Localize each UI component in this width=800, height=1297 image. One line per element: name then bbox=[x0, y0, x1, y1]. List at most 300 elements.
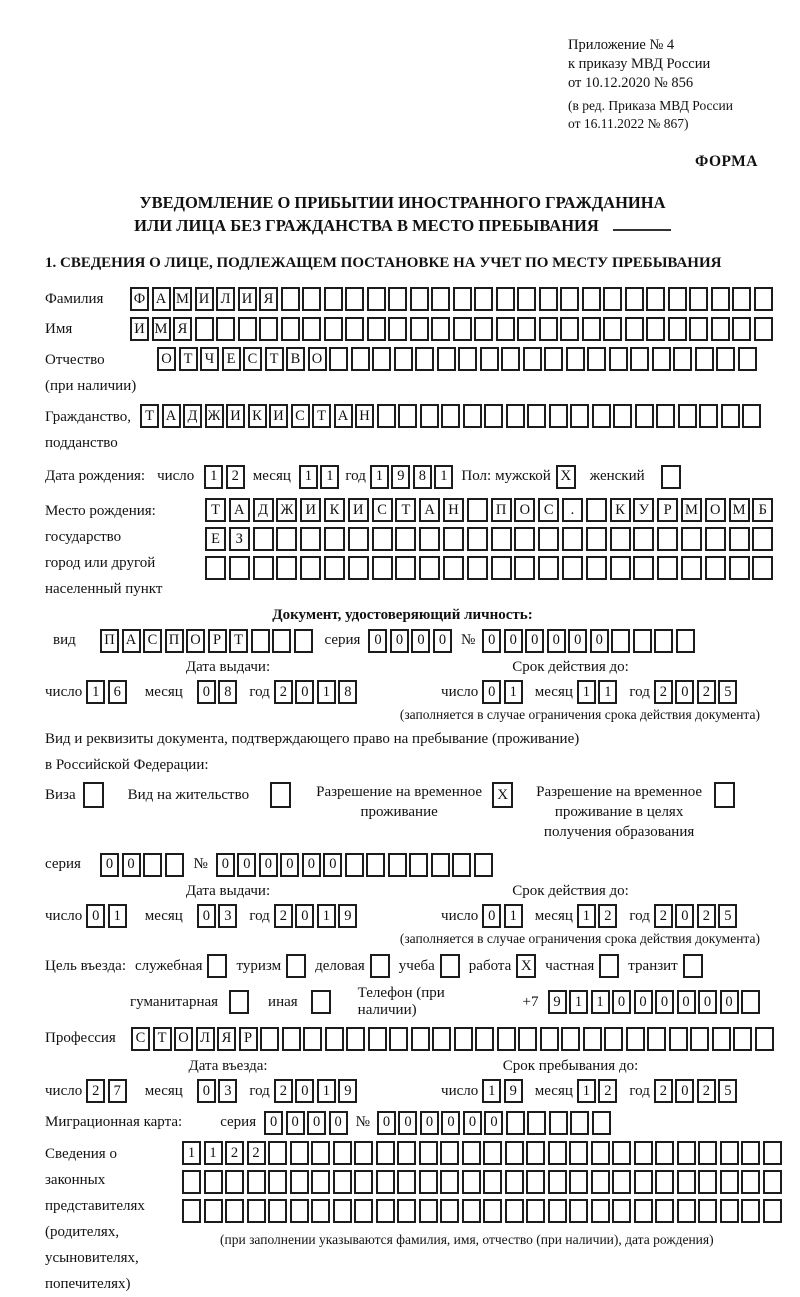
char-cell[interactable]: З bbox=[229, 527, 250, 551]
char-cell[interactable] bbox=[398, 404, 417, 428]
private-checkbox[interactable] bbox=[599, 954, 619, 978]
char-cell[interactable] bbox=[501, 347, 520, 371]
char-cell[interactable] bbox=[741, 1141, 760, 1165]
char-cell[interactable] bbox=[276, 556, 297, 580]
char-cell[interactable] bbox=[225, 1199, 244, 1223]
char-cell[interactable] bbox=[324, 527, 345, 551]
char-cell[interactable]: 0 bbox=[197, 1079, 216, 1103]
char-cell[interactable] bbox=[613, 404, 632, 428]
residence-permit-checkbox[interactable] bbox=[270, 782, 291, 808]
char-cell[interactable] bbox=[647, 1027, 666, 1051]
char-cell[interactable]: 0 bbox=[237, 853, 256, 877]
char-cell[interactable] bbox=[483, 1170, 502, 1194]
char-cell[interactable]: 0 bbox=[655, 990, 674, 1014]
char-cell[interactable] bbox=[506, 404, 525, 428]
char-cell[interactable] bbox=[517, 287, 536, 311]
char-cell[interactable] bbox=[505, 1141, 524, 1165]
char-cell[interactable]: 1 bbox=[317, 1079, 336, 1103]
char-cell[interactable] bbox=[548, 1141, 567, 1165]
char-cell[interactable] bbox=[610, 527, 631, 551]
char-cell[interactable]: Д bbox=[253, 498, 274, 522]
char-cell[interactable]: О bbox=[514, 498, 535, 522]
char-cell[interactable]: 0 bbox=[411, 629, 430, 653]
char-cell[interactable] bbox=[733, 1027, 752, 1051]
char-cell[interactable]: Ж bbox=[276, 498, 297, 522]
char-cell[interactable] bbox=[325, 1027, 344, 1051]
char-cell[interactable] bbox=[538, 556, 559, 580]
char-cell[interactable]: 0 bbox=[286, 1111, 305, 1135]
char-cell[interactable] bbox=[300, 527, 321, 551]
char-cell[interactable] bbox=[294, 629, 313, 653]
char-cell[interactable] bbox=[591, 1199, 610, 1223]
char-cell[interactable]: Т bbox=[153, 1027, 172, 1051]
char-cell[interactable] bbox=[526, 1199, 545, 1223]
char-cell[interactable] bbox=[591, 1141, 610, 1165]
char-cell[interactable]: 0 bbox=[675, 1079, 694, 1103]
char-cell[interactable] bbox=[483, 1199, 502, 1223]
char-cell[interactable] bbox=[366, 853, 385, 877]
char-cell[interactable] bbox=[583, 1027, 602, 1051]
char-cell[interactable] bbox=[462, 1141, 481, 1165]
char-cell[interactable] bbox=[689, 317, 708, 341]
char-cell[interactable]: 0 bbox=[259, 853, 278, 877]
char-cell[interactable] bbox=[474, 853, 493, 877]
char-cell[interactable] bbox=[376, 1170, 395, 1194]
char-cell[interactable]: Л bbox=[196, 1027, 215, 1051]
char-cell[interactable] bbox=[678, 404, 697, 428]
char-cell[interactable]: 0 bbox=[698, 990, 717, 1014]
char-cell[interactable] bbox=[454, 1027, 473, 1051]
char-cell[interactable] bbox=[681, 556, 702, 580]
char-cell[interactable] bbox=[587, 347, 606, 371]
char-cell[interactable]: 0 bbox=[433, 629, 452, 653]
char-cell[interactable] bbox=[251, 629, 270, 653]
char-cell[interactable]: М bbox=[681, 498, 702, 522]
char-cell[interactable]: 2 bbox=[697, 680, 716, 704]
other-checkbox[interactable] bbox=[311, 990, 331, 1014]
char-cell[interactable] bbox=[268, 1141, 287, 1165]
char-cell[interactable]: Т bbox=[229, 629, 248, 653]
char-cell[interactable] bbox=[646, 287, 665, 311]
char-cell[interactable] bbox=[506, 1111, 525, 1135]
char-cell[interactable]: Т bbox=[205, 498, 226, 522]
char-cell[interactable] bbox=[205, 556, 226, 580]
char-cell[interactable] bbox=[229, 556, 250, 580]
char-cell[interactable]: Т bbox=[179, 347, 198, 371]
char-cell[interactable]: 0 bbox=[100, 853, 119, 877]
char-cell[interactable] bbox=[419, 556, 440, 580]
char-cell[interactable] bbox=[311, 1199, 330, 1223]
char-cell[interactable] bbox=[562, 527, 583, 551]
char-cell[interactable] bbox=[415, 347, 434, 371]
char-cell[interactable] bbox=[592, 1111, 611, 1135]
char-cell[interactable] bbox=[611, 629, 630, 653]
char-cell[interactable]: 0 bbox=[197, 904, 216, 928]
char-cell[interactable]: 3 bbox=[218, 904, 237, 928]
char-cell[interactable]: 9 bbox=[548, 990, 567, 1014]
char-cell[interactable] bbox=[419, 527, 440, 551]
char-cell[interactable]: 8 bbox=[413, 465, 432, 489]
char-cell[interactable] bbox=[586, 527, 607, 551]
char-cell[interactable] bbox=[474, 317, 493, 341]
char-cell[interactable] bbox=[376, 1141, 395, 1165]
char-cell[interactable]: 0 bbox=[323, 853, 342, 877]
char-cell[interactable] bbox=[475, 1027, 494, 1051]
char-cell[interactable] bbox=[677, 1170, 696, 1194]
char-cell[interactable]: А bbox=[229, 498, 250, 522]
char-cell[interactable] bbox=[440, 1141, 459, 1165]
char-cell[interactable] bbox=[591, 1170, 610, 1194]
char-cell[interactable] bbox=[462, 1199, 481, 1223]
char-cell[interactable] bbox=[253, 556, 274, 580]
char-cell[interactable] bbox=[548, 1170, 567, 1194]
char-cell[interactable] bbox=[505, 1170, 524, 1194]
char-cell[interactable] bbox=[566, 347, 585, 371]
char-cell[interactable]: 0 bbox=[302, 853, 321, 877]
char-cell[interactable] bbox=[738, 347, 757, 371]
char-cell[interactable] bbox=[603, 317, 622, 341]
char-cell[interactable]: 0 bbox=[590, 629, 609, 653]
char-cell[interactable]: О bbox=[308, 347, 327, 371]
temporary-residence-checkbox[interactable]: X bbox=[492, 782, 513, 808]
char-cell[interactable]: 1 bbox=[577, 680, 596, 704]
char-cell[interactable] bbox=[281, 287, 300, 311]
char-cell[interactable]: Л bbox=[216, 287, 235, 311]
char-cell[interactable] bbox=[204, 1170, 223, 1194]
char-cell[interactable]: И bbox=[130, 317, 149, 341]
char-cell[interactable]: 2 bbox=[247, 1141, 266, 1165]
char-cell[interactable]: 5 bbox=[718, 1079, 737, 1103]
char-cell[interactable]: 1 bbox=[108, 904, 127, 928]
char-cell[interactable] bbox=[612, 1170, 631, 1194]
char-cell[interactable]: Р bbox=[208, 629, 227, 653]
char-cell[interactable] bbox=[348, 527, 369, 551]
char-cell[interactable] bbox=[699, 404, 718, 428]
char-cell[interactable] bbox=[182, 1170, 201, 1194]
char-cell[interactable] bbox=[720, 1199, 739, 1223]
char-cell[interactable]: 0 bbox=[484, 1111, 503, 1135]
char-cell[interactable] bbox=[388, 287, 407, 311]
char-cell[interactable] bbox=[302, 317, 321, 341]
char-cell[interactable] bbox=[763, 1170, 782, 1194]
char-cell[interactable] bbox=[633, 629, 652, 653]
char-cell[interactable]: 0 bbox=[122, 853, 141, 877]
business-checkbox[interactable] bbox=[370, 954, 390, 978]
char-cell[interactable] bbox=[300, 556, 321, 580]
char-cell[interactable] bbox=[345, 317, 364, 341]
char-cell[interactable] bbox=[527, 1111, 546, 1135]
char-cell[interactable]: А bbox=[152, 287, 171, 311]
char-cell[interactable] bbox=[705, 556, 726, 580]
char-cell[interactable] bbox=[397, 1170, 416, 1194]
char-cell[interactable] bbox=[729, 556, 750, 580]
char-cell[interactable]: У bbox=[633, 498, 654, 522]
char-cell[interactable]: 0 bbox=[634, 990, 653, 1014]
char-cell[interactable] bbox=[311, 1141, 330, 1165]
char-cell[interactable]: И bbox=[300, 498, 321, 522]
char-cell[interactable] bbox=[333, 1199, 352, 1223]
char-cell[interactable]: 5 bbox=[718, 904, 737, 928]
char-cell[interactable]: 0 bbox=[482, 629, 501, 653]
char-cell[interactable] bbox=[526, 1170, 545, 1194]
char-cell[interactable]: 9 bbox=[504, 1079, 523, 1103]
char-cell[interactable] bbox=[569, 1199, 588, 1223]
char-cell[interactable] bbox=[324, 556, 345, 580]
char-cell[interactable]: 0 bbox=[675, 680, 694, 704]
char-cell[interactable] bbox=[260, 1027, 279, 1051]
char-cell[interactable]: 0 bbox=[482, 904, 501, 928]
char-cell[interactable]: 0 bbox=[398, 1111, 417, 1135]
char-cell[interactable]: С bbox=[291, 404, 310, 428]
char-cell[interactable]: Т bbox=[312, 404, 331, 428]
char-cell[interactable] bbox=[752, 527, 773, 551]
char-cell[interactable]: А bbox=[334, 404, 353, 428]
char-cell[interactable] bbox=[514, 556, 535, 580]
char-cell[interactable] bbox=[633, 527, 654, 551]
char-cell[interactable] bbox=[324, 287, 343, 311]
char-cell[interactable]: 0 bbox=[677, 990, 696, 1014]
char-cell[interactable]: С bbox=[243, 347, 262, 371]
char-cell[interactable]: 2 bbox=[654, 904, 673, 928]
char-cell[interactable]: 5 bbox=[718, 680, 737, 704]
char-cell[interactable] bbox=[431, 287, 450, 311]
char-cell[interactable] bbox=[395, 556, 416, 580]
char-cell[interactable]: Н bbox=[355, 404, 374, 428]
char-cell[interactable] bbox=[372, 556, 393, 580]
char-cell[interactable] bbox=[630, 347, 649, 371]
char-cell[interactable] bbox=[634, 1170, 653, 1194]
char-cell[interactable]: С bbox=[131, 1027, 150, 1051]
char-cell[interactable] bbox=[732, 317, 751, 341]
char-cell[interactable]: 1 bbox=[577, 1079, 596, 1103]
char-cell[interactable] bbox=[443, 527, 464, 551]
char-cell[interactable] bbox=[388, 853, 407, 877]
char-cell[interactable]: 1 bbox=[577, 904, 596, 928]
char-cell[interactable] bbox=[329, 347, 348, 371]
char-cell[interactable] bbox=[409, 853, 428, 877]
char-cell[interactable]: 1 bbox=[204, 1141, 223, 1165]
char-cell[interactable]: 2 bbox=[225, 1141, 244, 1165]
char-cell[interactable] bbox=[368, 1027, 387, 1051]
char-cell[interactable]: 2 bbox=[697, 1079, 716, 1103]
char-cell[interactable] bbox=[721, 404, 740, 428]
char-cell[interactable] bbox=[432, 1027, 451, 1051]
char-cell[interactable]: О bbox=[186, 629, 205, 653]
char-cell[interactable] bbox=[491, 527, 512, 551]
char-cell[interactable] bbox=[711, 287, 730, 311]
char-cell[interactable] bbox=[367, 287, 386, 311]
char-cell[interactable]: К bbox=[324, 498, 345, 522]
char-cell[interactable] bbox=[673, 347, 692, 371]
char-cell[interactable]: 0 bbox=[463, 1111, 482, 1135]
char-cell[interactable] bbox=[562, 556, 583, 580]
char-cell[interactable] bbox=[419, 1199, 438, 1223]
char-cell[interactable]: 9 bbox=[338, 1079, 357, 1103]
char-cell[interactable]: 1 bbox=[569, 990, 588, 1014]
char-cell[interactable]: И bbox=[238, 287, 257, 311]
char-cell[interactable] bbox=[755, 1027, 774, 1051]
char-cell[interactable]: 1 bbox=[370, 465, 389, 489]
char-cell[interactable]: Ч bbox=[200, 347, 219, 371]
char-cell[interactable] bbox=[763, 1199, 782, 1223]
char-cell[interactable] bbox=[282, 1027, 301, 1051]
char-cell[interactable]: Т bbox=[395, 498, 416, 522]
char-cell[interactable]: 2 bbox=[274, 1079, 293, 1103]
char-cell[interactable] bbox=[324, 317, 343, 341]
char-cell[interactable] bbox=[204, 1199, 223, 1223]
char-cell[interactable] bbox=[453, 287, 472, 311]
char-cell[interactable] bbox=[290, 1170, 309, 1194]
char-cell[interactable]: 0 bbox=[86, 904, 105, 928]
char-cell[interactable]: 8 bbox=[218, 680, 237, 704]
char-cell[interactable]: 0 bbox=[216, 853, 235, 877]
char-cell[interactable] bbox=[272, 629, 291, 653]
char-cell[interactable] bbox=[705, 527, 726, 551]
char-cell[interactable]: Д bbox=[183, 404, 202, 428]
char-cell[interactable]: Я bbox=[217, 1027, 236, 1051]
char-cell[interactable] bbox=[238, 317, 257, 341]
char-cell[interactable]: 0 bbox=[612, 990, 631, 1014]
char-cell[interactable] bbox=[496, 287, 515, 311]
char-cell[interactable] bbox=[195, 317, 214, 341]
char-cell[interactable] bbox=[698, 1170, 717, 1194]
char-cell[interactable]: С bbox=[143, 629, 162, 653]
temporary-residence-education-checkbox[interactable] bbox=[714, 782, 735, 808]
char-cell[interactable] bbox=[729, 527, 750, 551]
char-cell[interactable]: К bbox=[610, 498, 631, 522]
char-cell[interactable] bbox=[410, 317, 429, 341]
char-cell[interactable] bbox=[582, 317, 601, 341]
char-cell[interactable] bbox=[377, 404, 396, 428]
char-cell[interactable] bbox=[690, 1027, 709, 1051]
char-cell[interactable] bbox=[603, 287, 622, 311]
char-cell[interactable]: Т bbox=[140, 404, 159, 428]
char-cell[interactable] bbox=[569, 1170, 588, 1194]
char-cell[interactable] bbox=[225, 1170, 244, 1194]
char-cell[interactable] bbox=[544, 347, 563, 371]
char-cell[interactable]: 0 bbox=[295, 904, 314, 928]
char-cell[interactable]: П bbox=[100, 629, 119, 653]
study-checkbox[interactable] bbox=[440, 954, 460, 978]
char-cell[interactable] bbox=[441, 404, 460, 428]
char-cell[interactable] bbox=[712, 1027, 731, 1051]
char-cell[interactable] bbox=[752, 556, 773, 580]
char-cell[interactable] bbox=[754, 317, 773, 341]
sex-male-checkbox[interactable]: X bbox=[556, 465, 576, 489]
char-cell[interactable] bbox=[419, 1170, 438, 1194]
char-cell[interactable]: 0 bbox=[568, 629, 587, 653]
char-cell[interactable] bbox=[333, 1141, 352, 1165]
char-cell[interactable]: О bbox=[174, 1027, 193, 1051]
char-cell[interactable] bbox=[689, 287, 708, 311]
char-cell[interactable]: Я bbox=[259, 287, 278, 311]
char-cell[interactable] bbox=[561, 1027, 580, 1051]
char-cell[interactable] bbox=[657, 556, 678, 580]
char-cell[interactable] bbox=[440, 1170, 459, 1194]
char-cell[interactable] bbox=[496, 317, 515, 341]
char-cell[interactable]: 1 bbox=[591, 990, 610, 1014]
char-cell[interactable] bbox=[604, 1027, 623, 1051]
char-cell[interactable] bbox=[467, 527, 488, 551]
char-cell[interactable]: 0 bbox=[420, 1111, 439, 1135]
char-cell[interactable] bbox=[474, 287, 493, 311]
char-cell[interactable]: Е bbox=[222, 347, 241, 371]
char-cell[interactable]: 1 bbox=[204, 465, 223, 489]
char-cell[interactable]: 0 bbox=[525, 629, 544, 653]
char-cell[interactable]: 2 bbox=[274, 904, 293, 928]
char-cell[interactable]: Р bbox=[657, 498, 678, 522]
char-cell[interactable]: 9 bbox=[391, 465, 410, 489]
char-cell[interactable]: К bbox=[248, 404, 267, 428]
char-cell[interactable]: С bbox=[372, 498, 393, 522]
char-cell[interactable] bbox=[467, 498, 488, 522]
char-cell[interactable]: П bbox=[491, 498, 512, 522]
char-cell[interactable] bbox=[437, 347, 456, 371]
char-cell[interactable]: Я bbox=[173, 317, 192, 341]
char-cell[interactable] bbox=[586, 498, 607, 522]
char-cell[interactable] bbox=[569, 1141, 588, 1165]
char-cell[interactable] bbox=[633, 556, 654, 580]
char-cell[interactable] bbox=[635, 404, 654, 428]
char-cell[interactable]: 0 bbox=[307, 1111, 326, 1135]
char-cell[interactable] bbox=[453, 317, 472, 341]
char-cell[interactable]: М bbox=[173, 287, 192, 311]
char-cell[interactable]: 0 bbox=[295, 680, 314, 704]
char-cell[interactable] bbox=[458, 347, 477, 371]
char-cell[interactable]: 0 bbox=[377, 1111, 396, 1135]
char-cell[interactable]: Т bbox=[265, 347, 284, 371]
char-cell[interactable] bbox=[247, 1170, 266, 1194]
char-cell[interactable] bbox=[655, 1141, 674, 1165]
char-cell[interactable] bbox=[655, 1170, 674, 1194]
char-cell[interactable]: С bbox=[538, 498, 559, 522]
char-cell[interactable] bbox=[741, 1199, 760, 1223]
char-cell[interactable]: 1 bbox=[299, 465, 318, 489]
char-cell[interactable]: Р bbox=[239, 1027, 258, 1051]
char-cell[interactable]: М bbox=[152, 317, 171, 341]
char-cell[interactable] bbox=[216, 317, 235, 341]
char-cell[interactable] bbox=[348, 556, 369, 580]
char-cell[interactable] bbox=[259, 317, 278, 341]
char-cell[interactable] bbox=[742, 404, 761, 428]
char-cell[interactable] bbox=[711, 317, 730, 341]
char-cell[interactable]: А bbox=[419, 498, 440, 522]
char-cell[interactable] bbox=[440, 1199, 459, 1223]
char-cell[interactable]: 1 bbox=[317, 904, 336, 928]
char-cell[interactable] bbox=[281, 317, 300, 341]
char-cell[interactable] bbox=[182, 1199, 201, 1223]
char-cell[interactable] bbox=[514, 527, 535, 551]
char-cell[interactable] bbox=[652, 347, 671, 371]
char-cell[interactable] bbox=[302, 287, 321, 311]
char-cell[interactable] bbox=[654, 629, 673, 653]
char-cell[interactable]: 9 bbox=[338, 904, 357, 928]
char-cell[interactable]: А bbox=[162, 404, 181, 428]
char-cell[interactable] bbox=[354, 1199, 373, 1223]
char-cell[interactable] bbox=[668, 287, 687, 311]
char-cell[interactable] bbox=[538, 527, 559, 551]
char-cell[interactable] bbox=[345, 287, 364, 311]
char-cell[interactable]: 0 bbox=[441, 1111, 460, 1135]
char-cell[interactable] bbox=[389, 1027, 408, 1051]
char-cell[interactable] bbox=[741, 1170, 760, 1194]
char-cell[interactable] bbox=[549, 404, 568, 428]
char-cell[interactable]: 6 bbox=[108, 680, 127, 704]
char-cell[interactable] bbox=[431, 317, 450, 341]
char-cell[interactable] bbox=[253, 527, 274, 551]
char-cell[interactable]: Е bbox=[205, 527, 226, 551]
char-cell[interactable] bbox=[395, 527, 416, 551]
